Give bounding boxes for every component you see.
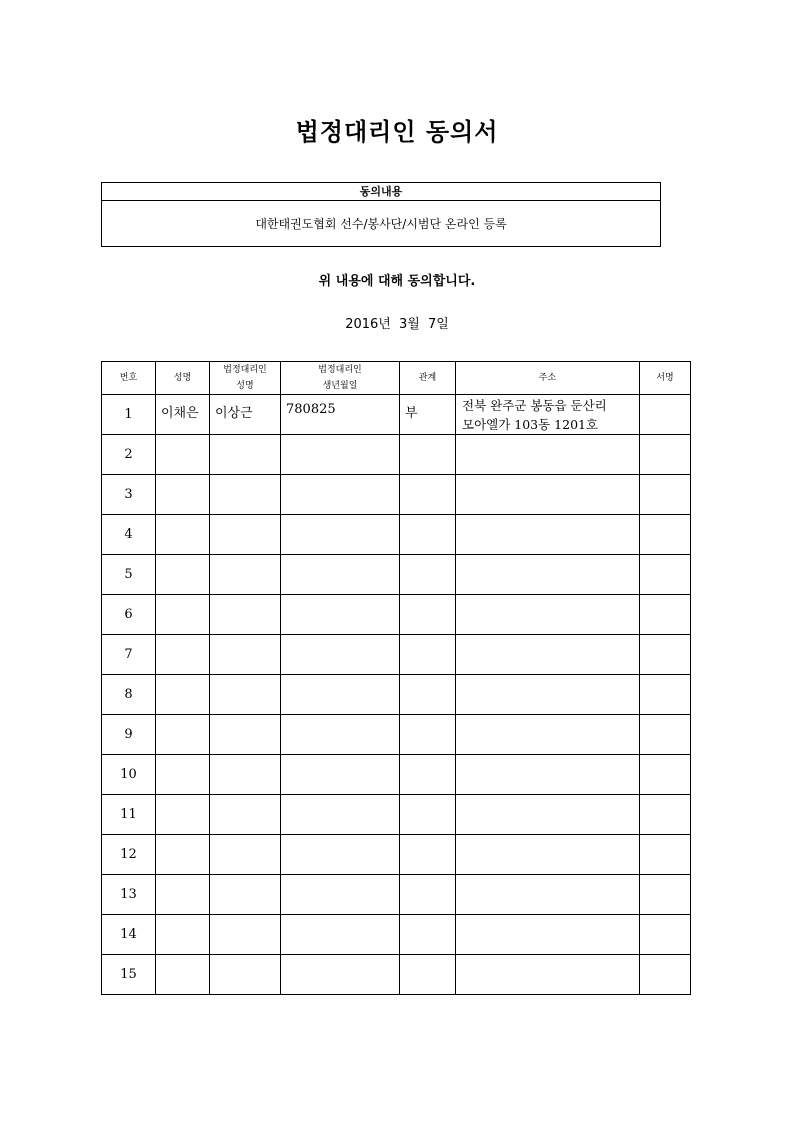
consent-statement: 위 내용에 대해 동의합니다. xyxy=(318,274,476,289)
cell-signature xyxy=(640,395,691,435)
table-row xyxy=(102,635,691,675)
cell-number: 10 xyxy=(102,755,156,795)
cell-number: 1 xyxy=(102,395,156,435)
table-row xyxy=(102,515,691,555)
header-relation: 관계 xyxy=(400,362,456,395)
cell-number: 3 xyxy=(102,475,156,515)
cell-relation xyxy=(400,715,456,755)
cell-number: 4 xyxy=(102,515,156,555)
cell-guardian-name xyxy=(210,755,281,795)
cell-relation xyxy=(400,795,456,835)
cell-guardian-birth xyxy=(281,795,400,835)
table-row xyxy=(102,675,691,715)
cell-guardian-birth xyxy=(281,555,400,595)
cell-relation xyxy=(400,875,456,915)
document-date: 2016년 3월 7일 xyxy=(345,317,449,332)
cell-guardian-birth xyxy=(281,755,400,795)
cell-guardian-name xyxy=(210,675,281,715)
cell-guardian-name: 이상근 xyxy=(210,395,281,435)
cell-address xyxy=(456,875,640,915)
cell-signature xyxy=(640,675,691,715)
cell-number: 9 xyxy=(102,715,156,755)
cell-number: 11 xyxy=(102,795,156,835)
cell-signature xyxy=(640,635,691,675)
table-row xyxy=(102,475,691,515)
cell-relation xyxy=(400,435,456,475)
address-line-2: 모아엘가 103동 1201호 xyxy=(462,417,599,432)
cell-guardian-birth xyxy=(281,675,400,715)
cell-address xyxy=(456,835,640,875)
cell-address xyxy=(456,635,640,675)
cell-address xyxy=(456,915,640,955)
cell-guardian-birth xyxy=(281,955,400,995)
cell-signature xyxy=(640,515,691,555)
cell-guardian-birth xyxy=(281,635,400,675)
cell-name xyxy=(156,755,210,795)
cell-guardian-birth xyxy=(281,595,400,635)
cell-relation xyxy=(400,835,456,875)
cell-name xyxy=(156,875,210,915)
cell-signature xyxy=(640,475,691,515)
cell-address xyxy=(456,395,640,435)
header-number: 번호 xyxy=(102,362,156,395)
address-line-1: 전북 완주군 봉동읍 둔산리 xyxy=(462,398,607,413)
cell-guardian-birth xyxy=(281,515,400,555)
cell-number: 5 xyxy=(102,555,156,595)
header-address: 주소 xyxy=(456,362,640,395)
cell-relation xyxy=(400,555,456,595)
cell-relation xyxy=(400,595,456,635)
cell-address xyxy=(456,795,640,835)
cell-number: 8 xyxy=(102,675,156,715)
cell-relation xyxy=(400,515,456,555)
cell-guardian-name xyxy=(210,795,281,835)
cell-signature xyxy=(640,555,691,595)
cell-name xyxy=(156,475,210,515)
cell-address xyxy=(456,675,640,715)
cell-name xyxy=(156,675,210,715)
cell-name: 이채은 xyxy=(156,395,210,435)
table-row xyxy=(102,875,691,915)
cell-address xyxy=(456,475,640,515)
cell-guardian-name xyxy=(210,915,281,955)
cell-signature xyxy=(640,435,691,475)
table-row xyxy=(102,835,691,875)
cell-guardian-name xyxy=(210,435,281,475)
cell-guardian-name xyxy=(210,875,281,915)
cell-number: 13 xyxy=(102,875,156,915)
cell-relation xyxy=(400,955,456,995)
cell-signature xyxy=(640,875,691,915)
cell-address xyxy=(456,595,640,635)
cell-signature xyxy=(640,595,691,635)
table-row xyxy=(102,435,691,475)
cell-guardian-name xyxy=(210,955,281,995)
table-row xyxy=(102,395,691,435)
cell-guardian-name xyxy=(210,715,281,755)
table-row xyxy=(102,555,691,595)
cell-relation xyxy=(400,675,456,715)
cell-guardian-name xyxy=(210,475,281,515)
cell-guardian-birth xyxy=(281,715,400,755)
cell-guardian-birth xyxy=(281,475,400,515)
cell-guardian-birth xyxy=(281,915,400,955)
header-name: 성명 xyxy=(156,362,210,395)
cell-signature xyxy=(640,835,691,875)
cell-name xyxy=(156,715,210,755)
cell-signature xyxy=(640,955,691,995)
cell-address xyxy=(456,515,640,555)
cell-signature xyxy=(640,915,691,955)
document-title: 법정대리인 동의서 xyxy=(295,118,499,146)
table-row xyxy=(102,755,691,795)
cell-name xyxy=(156,835,210,875)
cell-name xyxy=(156,435,210,475)
cell-address xyxy=(456,755,640,795)
table-row xyxy=(102,595,691,635)
cell-number: 12 xyxy=(102,835,156,875)
cell-name xyxy=(156,915,210,955)
cell-number: 6 xyxy=(102,595,156,635)
cell-name xyxy=(156,795,210,835)
table-row xyxy=(102,715,691,755)
cell-name xyxy=(156,515,210,555)
header-guardian-name: 법정대리인 성명 xyxy=(210,362,281,395)
cell-guardian-name xyxy=(210,595,281,635)
cell-relation xyxy=(400,915,456,955)
table-header-row xyxy=(102,362,691,395)
guardian-table xyxy=(101,361,691,995)
cell-guardian-name xyxy=(210,835,281,875)
cell-relation xyxy=(400,635,456,675)
cell-guardian-birth xyxy=(281,875,400,915)
consent-box xyxy=(101,182,661,247)
consent-header: 동의내용 xyxy=(102,183,660,201)
table-row xyxy=(102,955,691,995)
header-guardian-birth: 법정대리인 생년월일 xyxy=(281,362,400,395)
cell-relation: 부 xyxy=(400,395,456,435)
cell-guardian-name xyxy=(210,635,281,675)
header-signature: 서명 xyxy=(640,362,691,395)
cell-relation xyxy=(400,755,456,795)
cell-address xyxy=(456,555,640,595)
cell-signature xyxy=(640,715,691,755)
cell-number: 7 xyxy=(102,635,156,675)
cell-name xyxy=(156,955,210,995)
table-row xyxy=(102,915,691,955)
cell-number: 14 xyxy=(102,915,156,955)
table-row xyxy=(102,795,691,835)
cell-signature xyxy=(640,755,691,795)
cell-name xyxy=(156,635,210,675)
cell-guardian-birth: 780825 xyxy=(281,395,400,435)
consent-content: 대한태권도협회 선수/봉사단/시범단 온라인 등록 xyxy=(255,217,507,231)
cell-guardian-name xyxy=(210,515,281,555)
cell-address xyxy=(456,435,640,475)
cell-guardian-name xyxy=(210,555,281,595)
cell-guardian-birth xyxy=(281,435,400,475)
cell-address xyxy=(456,955,640,995)
cell-number: 2 xyxy=(102,435,156,475)
cell-name xyxy=(156,555,210,595)
cell-address xyxy=(456,715,640,755)
cell-guardian-birth xyxy=(281,835,400,875)
cell-number: 15 xyxy=(102,955,156,995)
cell-signature xyxy=(640,795,691,835)
cell-relation xyxy=(400,475,456,515)
cell-name xyxy=(156,595,210,635)
